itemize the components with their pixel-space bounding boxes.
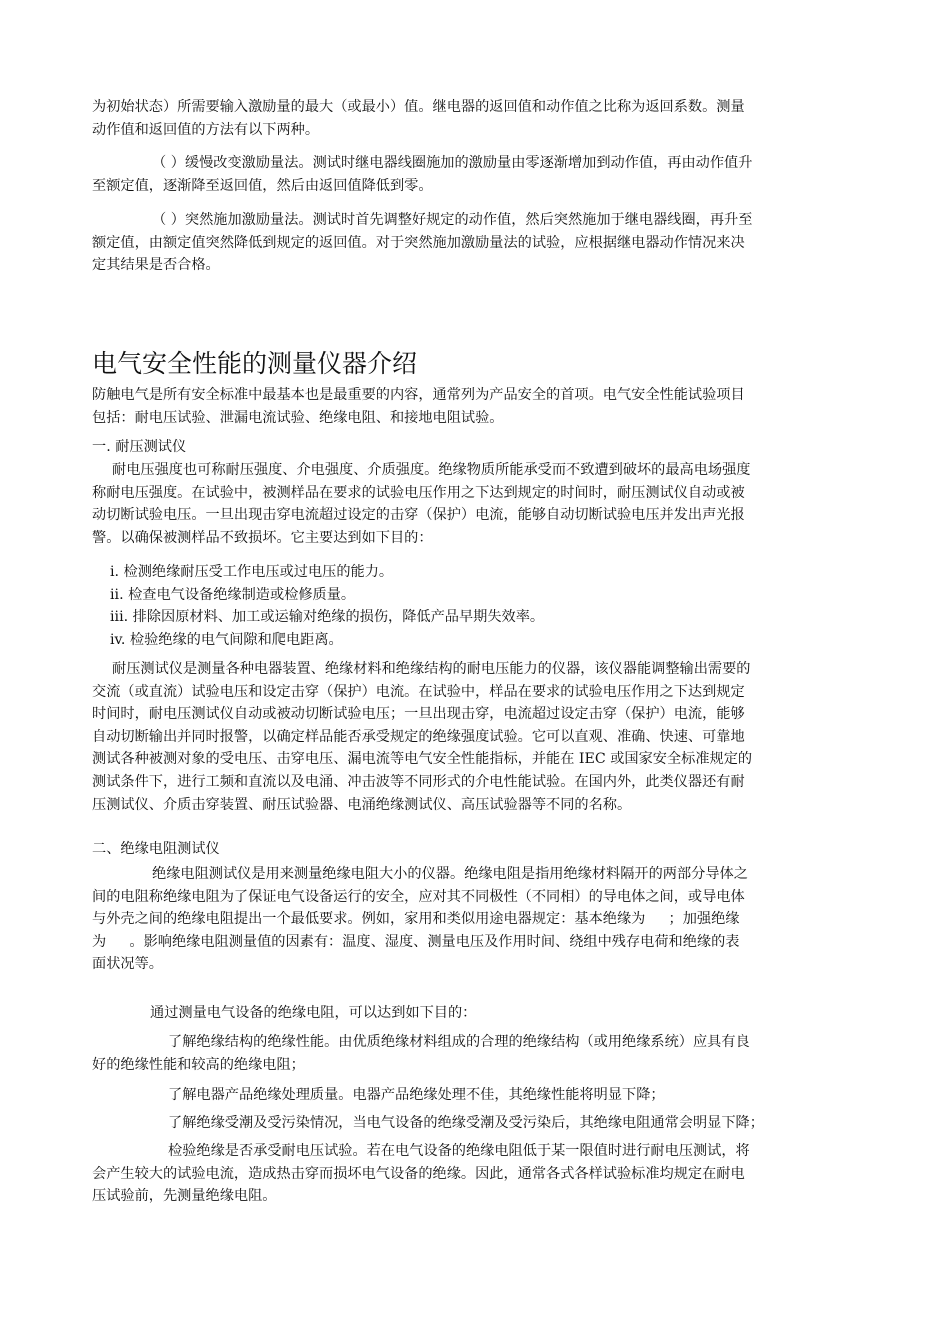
withstand-definition-paragraph (92, 459, 860, 549)
text-line: 面状况等。 (92, 956, 163, 973)
text-line: 压测试仪、介质击穿装置、耐压试验器、电涌绝缘测试仪、高压试验器等不同的名称。 (92, 796, 632, 813)
text-line: 交流（或直流）试验电压和设定击穿（保护）电流。在试验中，样品在要求的试验电压作用之下达到规定 (92, 683, 745, 700)
text-line: 动作值和返回值的方法有以下两种。 (92, 121, 320, 138)
purpose-item-2 (92, 1084, 860, 1107)
text-line: 好的绝缘性能和较高的绝缘电阻； (92, 1056, 305, 1073)
list-item: ii. 检查电气设备绝缘制造或检修质量。 (110, 586, 356, 603)
insulation-definition-paragraph (92, 863, 860, 976)
text-line: 额定值，由额定值突然降低到规定的返回值。对于突然施加激励量法的试验，应根据继电器动作情况来决 (92, 234, 745, 251)
text-line: 绝缘电阻测试仪是用来测量绝缘电阻大小的仪器。绝缘电阻是指用绝缘材料隔开的两部分导体之 (152, 866, 748, 882)
list-item: i. 检测绝缘耐压受工作电压或过电压的能力。 (110, 564, 394, 580)
method-slow-paragraph (92, 152, 860, 197)
text-line: 时间时，耐电压测试仪自动或被动切断试验电压；一旦出现击穿，电流超过设定击穿（保护）电流，能够 (92, 706, 745, 723)
method-sudden-paragraph (92, 209, 860, 277)
subsection-title: 一. 耐压测试仪 (92, 439, 187, 455)
text-line: 了解绝缘结构的绝缘性能。由优质绝缘材料组成的合理的绝缘结构（或用绝缘系统）应具有良 (168, 1034, 750, 1050)
text-line: 为初始状态）所需要输入激励量的最大（或最小）值。继电器的返回值和动作值之比称为返回系数。测量 (92, 99, 745, 115)
text-line: 间的电阻称绝缘电阻为了保证电气设备运行的安全，应对其不同极性（不同相）的导电体之间，或导电体 (92, 888, 745, 905)
text-line: 检验绝缘是否承受耐电压试验。若在电气设备的绝缘电阻低于某一限值时进行耐电压测试，将 (168, 1143, 750, 1159)
text-line: 防触电气是所有安全标准中最基本也是最重要的内容，通常列为产品安全的首项。电气安全性能试验项目 (92, 387, 745, 403)
text-line: 至额定值，逐渐降至返回值，然后由返回值降低到零。 (92, 177, 433, 194)
text-line: 自动切断输出并同时报警，以确定样品能否承受规定的绝缘强度试验。它可以直观、准确、快速、可靠地 (92, 728, 745, 745)
section-intro-paragraph (92, 384, 860, 429)
text-line: 警。以确保被测样品不致损坏。它主要达到如下目的： (92, 529, 433, 546)
text-line: 通过测量电气设备的绝缘电阻，可以达到如下目的： (150, 1005, 477, 1021)
text-line: 定其结果是否合格。 (92, 257, 220, 274)
text-line: 测试条件下，进行工频和直流以及电涌、冲击波等不同形式的介电性能试验。在国内外，此类仪器还有耐 (92, 773, 745, 790)
text-line: 会产生较大的试验电流，造成热击穿而损坏电气设备的绝缘。因此，通常各式各样试验标准均规定在耐电 (92, 1165, 745, 1182)
text-line: 了解电器产品绝缘处理质量。电器产品绝缘处理不佳，其绝缘性能将明显下降； (168, 1087, 665, 1103)
text-line: 为 。影响绝缘电阻测量值的因素有：温度、湿度、测量电压及作用时间、绕组中残存电荷和绝缘的表 (92, 933, 740, 950)
text-line: 与外壳之间的绝缘电阻提出一个最低要求。例如，家用和类似用途电器规定：基本绝缘为 ；加强绝缘 (92, 911, 740, 928)
text-line: （ ）缓慢改变激励量法。测试时继电器线圈施加的激励量由零逐渐增加到动作值，再由动作值升 (152, 155, 753, 171)
text-line: 包括：耐电压试验、泄漏电流试验、绝缘电阻、和接地电阻试验。 (92, 409, 504, 426)
text-line: （ ）突然施加激励量法。测试时首先调整好规定的动作值，然后突然施加于继电器线圈，再升至 (152, 212, 753, 228)
subsection-title-insulation-tester (92, 838, 860, 861)
subsection-title: 二、绝缘电阻测试仪 (92, 841, 220, 857)
section-heading: 电气安全性能的测量仪器介绍 (92, 348, 418, 378)
purpose-item-4 (92, 1140, 860, 1208)
purpose-intro (92, 1002, 860, 1025)
text-line: 动切断试验电压。一旦出现击穿电流超过设定的击穿（保护）电流，能够自动切断试验电压并发出声光报 (92, 507, 745, 524)
text-line: 称耐电压强度。在试验中，被测样品在要求的试验电压作用之下达到规定的时间时，耐压测试仪自动或被 (92, 484, 745, 501)
intro-paragraph (92, 96, 860, 141)
list-item: iii. 排除因原材料、加工或运输对绝缘的损伤，降低产品早期失效率。 (110, 609, 545, 626)
purpose-list (110, 561, 878, 651)
purpose-item-3 (92, 1112, 860, 1135)
text-line: 测试各种被测对象的受电压、击穿电压、漏电流等电气安全性能指标，并能在 IEC 或国家安全标准规定的 (92, 751, 753, 768)
text-line: 了解绝缘受潮及受污染情况，当电气设备的绝缘受潮及受污染后，其绝缘电阻通常会明显下降； (168, 1115, 764, 1131)
text-line: 耐压测试仪是测量各种电器装置、绝缘材料和绝缘结构的耐电压能力的仪器，该仪器能调整输出需要的 (112, 661, 751, 677)
list-item: iv. 检验绝缘的电气间隙和爬电距离。 (110, 631, 343, 648)
withstand-tester-paragraph (92, 658, 860, 816)
purpose-item-1 (92, 1031, 860, 1076)
subsection-title-withstand-tester (92, 436, 860, 459)
text-line: 压试验前，先测量绝缘电阻。 (92, 1188, 277, 1205)
text-line: 耐电压强度也可称耐压强度、介电强度、介质强度。绝缘物质所能承受而不致遭到破坏的最高电场强度 (112, 462, 751, 478)
